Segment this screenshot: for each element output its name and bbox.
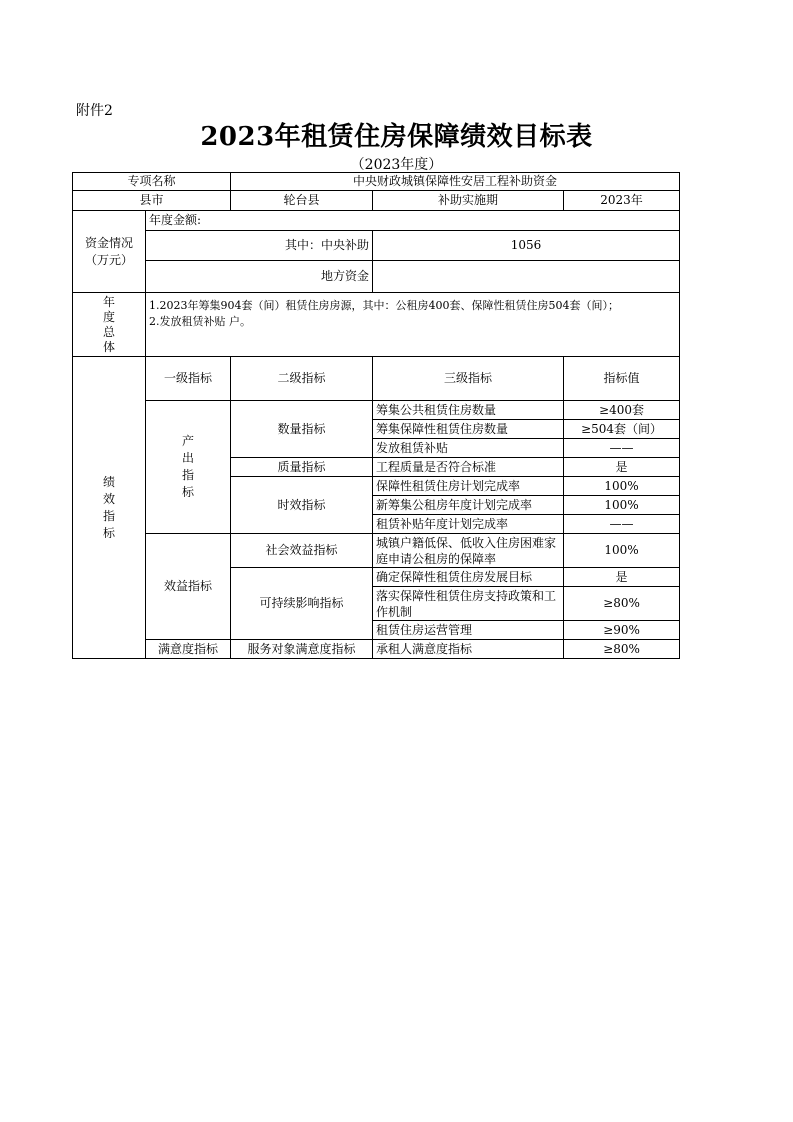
indicator-name: 租赁补贴年度计划完成率 <box>373 515 564 534</box>
project-label: 专项名称 <box>73 173 231 191</box>
local-funds-label: 地方资金 <box>146 261 373 293</box>
indicator-name: 保障性租赁住房计划完成率 <box>373 477 564 496</box>
sustain-label: 可持续影响指标 <box>231 568 373 640</box>
social-benefit-label: 社会效益指标 <box>231 534 373 568</box>
summary-line-1: 1.2023年筹集904套（间）租赁住房房源，其中：公租房400套、保障性租赁住房504套（间）； <box>149 299 619 312</box>
page-title: 2023年租赁住房保障绩效目标表 <box>200 122 593 152</box>
indicator-name: 落实保障性租赁住房支持政策和工作机制 <box>373 587 564 621</box>
county-value: 轮台县 <box>231 191 373 211</box>
indicator-value: 100% <box>564 496 680 515</box>
indicator-name: 工程质量是否符合标准 <box>373 458 564 477</box>
header-level2: 二级指标 <box>231 357 373 401</box>
county-label: 县市 <box>73 191 231 211</box>
summary-text <box>146 293 680 357</box>
summary-row <box>73 293 680 357</box>
indicator-value: 是 <box>564 568 680 587</box>
indicator-name: 租赁住房运营管理 <box>373 621 564 640</box>
indicator-name: 筹集保障性租赁住房数量 <box>373 420 564 439</box>
page-subtitle: （2023年度） <box>350 157 443 173</box>
indicator-value: 是 <box>564 458 680 477</box>
indicator-name: 承租人满意度指标 <box>373 640 564 659</box>
indicator-value: 100% <box>564 477 680 496</box>
central-funds-label: 其中：中央补助 <box>146 231 373 261</box>
indicator-value: 100% <box>564 534 680 568</box>
period-label: 补助实施期 <box>373 191 564 211</box>
indicator-name: 新筹集公租房年度计划完成率 <box>373 496 564 515</box>
indicator-value: ≥90% <box>564 621 680 640</box>
indicator-name: 确定保障性租赁住房发展目标 <box>373 568 564 587</box>
header-level3: 三级指标 <box>373 357 564 401</box>
indicator-value: ≥400套 <box>564 401 680 420</box>
header-level1: 一级指标 <box>146 357 231 401</box>
table-row <box>73 534 680 568</box>
funds-label <box>73 211 146 293</box>
indicator-value: ≥80% <box>564 587 680 621</box>
timeliness-label: 时效指标 <box>231 477 373 534</box>
indicator-name: 发放租赁补贴 <box>373 439 564 458</box>
annual-amount-label: 年度金额: <box>146 211 680 231</box>
local-funds-value <box>373 261 680 293</box>
funds-row-local <box>73 261 680 293</box>
quality-label: 质量指标 <box>231 458 373 477</box>
funds-label-text: 资金情况（万元） <box>84 235 133 267</box>
benefit-label: 效益指标 <box>146 534 231 640</box>
county-row <box>73 191 680 211</box>
annex-label: 附件2 <box>76 103 113 119</box>
indicators-label <box>73 357 146 659</box>
performance-target-table <box>72 172 680 659</box>
indicators-label-text: 绩效指标 <box>102 474 115 540</box>
header-value: 指标值 <box>564 357 680 401</box>
indicator-value: —— <box>564 439 680 458</box>
central-funds-value: 1056 <box>373 231 680 261</box>
indicator-value: —— <box>564 515 680 534</box>
indicator-name: 筹集公共租赁住房数量 <box>373 401 564 420</box>
summary-label <box>73 293 146 357</box>
funds-row-central <box>73 231 680 261</box>
indicator-value: ≥80% <box>564 640 680 659</box>
indicator-header-row <box>73 357 680 401</box>
quantity-label: 数量指标 <box>231 401 373 458</box>
period-value: 2023年 <box>564 191 680 211</box>
project-row <box>73 173 680 191</box>
summary-label-text: 年度总体 <box>102 294 115 354</box>
project-value: 中央财政城镇保障性安居工程补助资金 <box>231 173 680 191</box>
output-label-text: 产出指标 <box>181 434 194 499</box>
satisfaction-label: 满意度指标 <box>146 640 231 659</box>
summary-line-2: 2.发放租赁补贴 户。 <box>149 315 251 328</box>
satisfaction-sub-label: 服务对象满意度指标 <box>231 640 373 659</box>
output-label <box>146 401 231 534</box>
table-row <box>73 401 680 420</box>
indicator-name: 城镇户籍低保、低收入住房困难家庭申请公租房的保障率 <box>373 534 564 568</box>
table-row <box>73 640 680 659</box>
funds-row-annual <box>73 211 680 231</box>
indicator-value: ≥504套（间） <box>564 420 680 439</box>
